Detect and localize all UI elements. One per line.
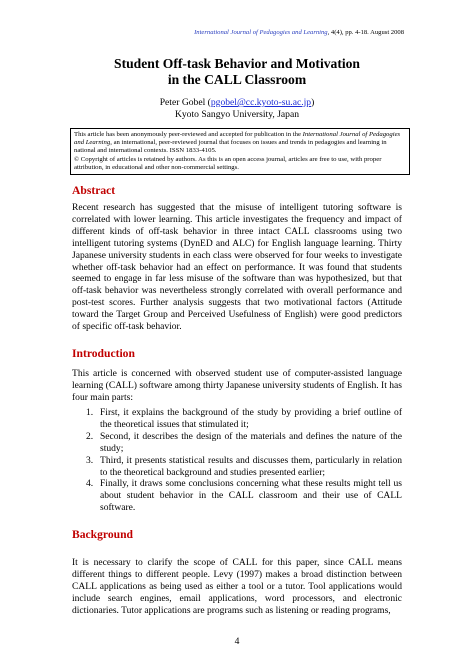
author-line: Peter Gobel (pgobel@cc.kyoto-su.ac.jp) [159,97,315,108]
author-email-link[interactable]: pgobel@cc.kyoto-su.ac.jp [210,97,312,108]
list-item-number: 4. [86,478,94,490]
notice-copyright-statement: © Copyright of articles is retained by authors. As this is an open access journal, articles are free to use, with proper attribution, in educational and other non-commercial settings. [74,155,382,171]
journal-issue-info: , 4(4), pp. 4-18. August 2008 [327,29,404,36]
journal-header [194,29,404,36]
abstract-heading: Abstract [72,184,116,197]
list-item-number: 3. [86,454,94,466]
peer-review-notice [70,128,410,175]
list-item-number: 1. [86,407,94,418]
list-item [72,407,402,431]
list-item-text: First, it explains the background of the study by providing a brief outline of the theoretical issues that stimulated it; [100,407,402,430]
notice-journal-name: International Journal of Pedagogies and Learning [74,131,401,147]
paper-title-line-1: Student Off-task Behavior and Motivation [114,56,360,71]
paper-title-line-2: in the CALL Classroom [167,72,307,87]
introduction-list [72,407,402,514]
introduction-text: This article is concerned with observed student use of computer-assisted language learning (CALL) software among thirty Japanese university students of English. It has four main parts: [72,368,402,403]
notice-text-suffix: , an international, peer-reviewed journal that focuses on issues and trends in pedagogies and learning in national and international contexts. ISSN 1833-4105. [74,139,387,155]
abstract-text: Recent research has suggested that the misuse of intelligent tutoring software is correlated with lower learning. This article investigates the frequency and impact of different kinds of off-task behavior in three intact CALL classrooms using two intelligent tutoring systems (DynED and ALC) for English language learning. Thirty Japanese university students in each class were observed for four weeks to investigate whether off-task behavior had an effect on performance. It was found that students seemed to engage in far less misuse of the software than was hypothesized, but that off-task behavior was nevertheless strongly correlated with overall performance and post-test scores. Further analysis suggests that two motivational factors (Attitude toward the Target Group and Perceived Usefulness of English) were good predictors of specific off-task behavior. [72,202,402,333]
notice-text-prefix: This article has been anonymously peer-reviewed and accepted for publication in the [74,131,303,138]
list-item-text: Third, it presents statistical results and discusses them, particularly in relation to the theoretical background and studies presented earlier; [100,454,402,478]
author-affiliation: Kyoto Sangyo University, Japan [174,109,300,120]
author-name: Peter Gobel [159,97,206,108]
background-text: It is necessary to clarify the scope of CALL for this paper, since CALL means different things to different people. Levy (1997) makes a broad distinction between CALL applications as being used as either a tool or a tutor. Tool applications would include search engines, email applications, word processors, and electronic dictionaries. Tutor applications are programs such as listening or reading programs, [72,557,402,616]
list-item-text: Finally, it draws some conclusions concerning what these results might tell us about student behavior in the CALL classroom and their use of CALL software. [100,478,402,514]
journal-name-link[interactable]: International Journal of Pedagogies and Learning [194,29,328,36]
introduction-heading: Introduction [72,347,135,360]
background-heading: Background [72,528,133,541]
list-item-text: Second, it describes the design of the materials and defines the nature of the study; [100,430,402,454]
author-block [0,97,474,121]
list-item [72,455,402,479]
paper-title [0,56,474,88]
list-item [72,478,402,514]
notice-publication-statement [74,131,406,156]
page-number: 4 [234,636,240,647]
list-item [72,431,402,455]
list-item-number: 2. [86,430,94,442]
